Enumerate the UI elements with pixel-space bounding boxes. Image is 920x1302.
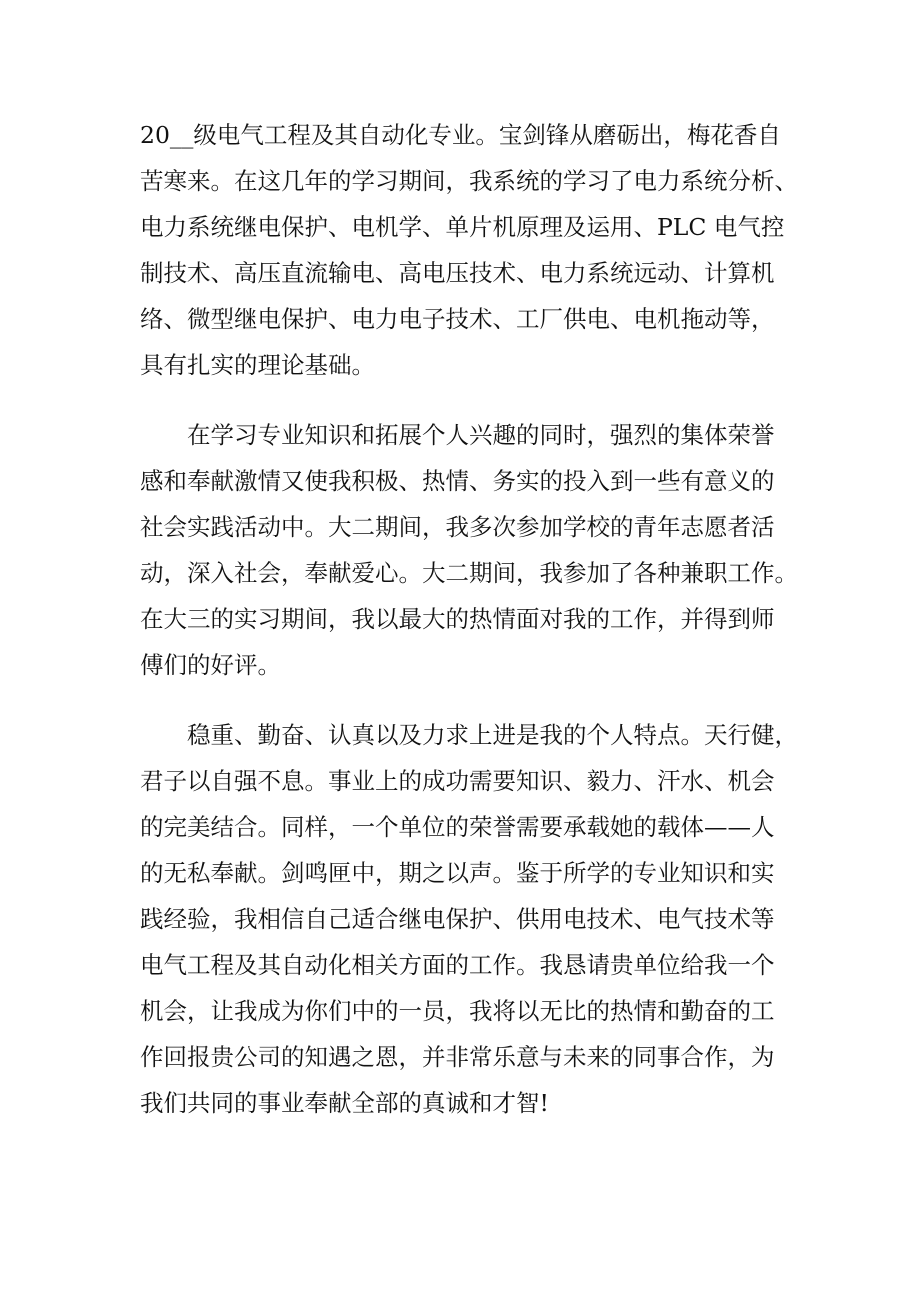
text-line: 君子以自强不息。事业上的成功需要知识、毅力、汗水、机会: [140, 767, 775, 795]
paragraph-education: [140, 112, 798, 388]
text-line: 络、微型继电保护、电力电子技术、工厂供电、电机拖动等，: [140, 305, 775, 333]
text-line: 在学习专业知识和拓展个人兴趣的同时，强烈的集体荣誉: [140, 421, 775, 449]
text-line: 的无私奉献。剑鸣匣中，期之以声。鉴于所学的专业知识和实: [140, 859, 775, 887]
text-line: 电力系统继电保护、电机学、单片机原理及运用、PLC 电气控: [140, 213, 785, 241]
paragraph-practice: [140, 412, 798, 688]
document-body: [140, 112, 798, 1150]
text-line: 在大三的实习期间，我以最大的热情面对我的工作，并得到师: [140, 605, 775, 633]
paragraph-personal-traits: [140, 712, 798, 1126]
text-line: 具有扎实的理论基础。: [140, 351, 375, 379]
text-line: 傅们的好评。: [140, 651, 281, 679]
text-line: 电气工程及其自动化相关方面的工作。我恳请贵单位给我一个: [140, 951, 775, 979]
text-line: 制技术、高压直流输电、高电压技术、电力系统远动、计算机: [140, 259, 775, 287]
text-line: 践经验，我相信自己适合继电保护、供用电技术、电气技术等: [140, 905, 775, 933]
text-line: 我们共同的事业奉献全部的真诚和才智!: [140, 1089, 549, 1117]
text-line: 社会实践活动中。大二期间，我多次参加学校的青年志愿者活: [140, 513, 775, 541]
text-line: 作回报贵公司的知遇之恩，并非常乐意与未来的同事合作，为: [140, 1043, 775, 1071]
text-line: 感和奉献激情又使我积极、热情、务实的投入到一些有意义的: [140, 467, 775, 495]
text-line: 机会，让我成为你们中的一员，我将以无比的热情和勤奋的工: [140, 997, 775, 1025]
text-line: 苦寒来。在这几年的学习期间，我系统的学习了电力系统分析、: [140, 167, 798, 195]
text-line: 动，深入社会，奉献爱心。大二期间，我参加了各种兼职工作。: [140, 559, 798, 587]
text-line: 20__级电气工程及其自动化专业。宝剑锋从磨砺出，梅花香自: [140, 121, 781, 149]
text-line: 的完美结合。同样，一个单位的荣誉需要承载她的载体——人: [140, 813, 775, 841]
text-line: 稳重、勤奋、认真以及力求上进是我的个人特点。天行健，: [140, 721, 798, 749]
